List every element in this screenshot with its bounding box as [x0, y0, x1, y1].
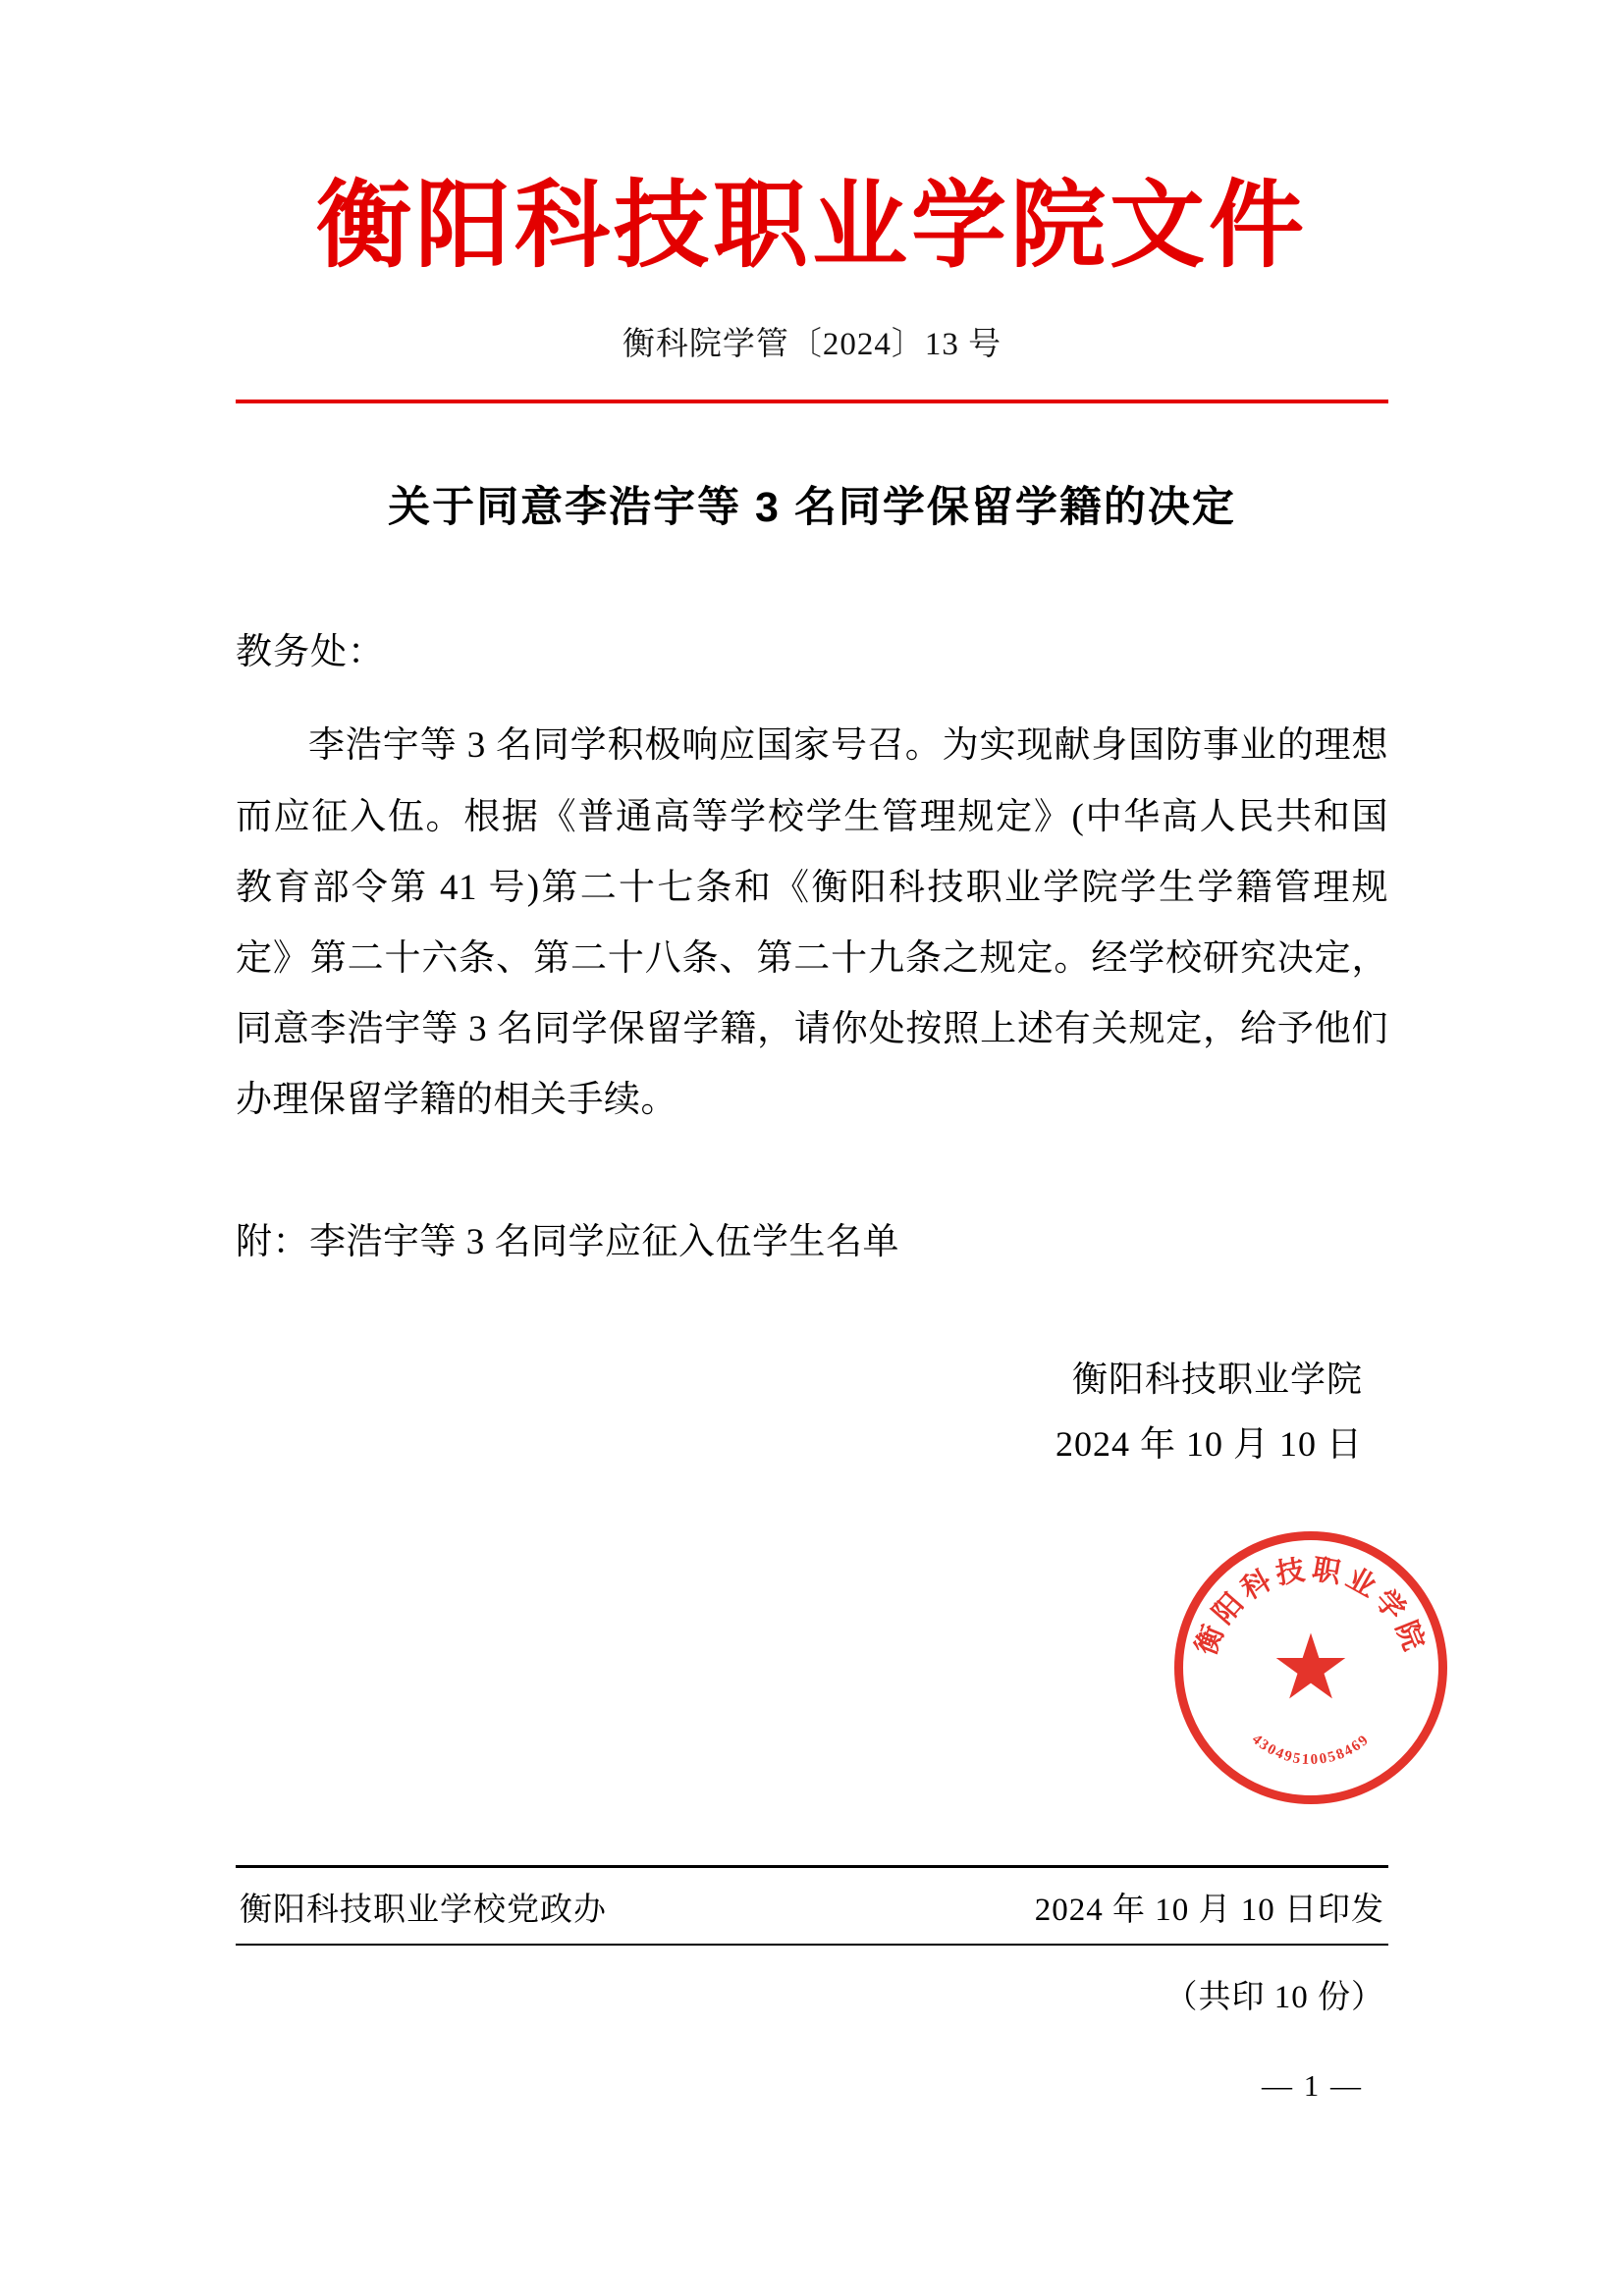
footer-row [236, 1868, 1388, 1944]
footer-print-date: 2024 年 10 月 10 日印发 [1034, 1893, 1384, 1928]
masthead-title: 衡阳科技职业学院文件 [316, 174, 1308, 279]
svg-text:43049510058469 [1249, 1732, 1373, 1768]
signature-date: 2024 年 10 月 10 日 [1055, 1424, 1363, 1465]
masthead [236, 174, 1388, 279]
document-number: 衡科院学管〔2024〕13 号 [622, 326, 1002, 362]
attachment-note: 附：李浩宇等 3 名同学应征入伍学生名单 [236, 1222, 899, 1263]
salutation: 教务处： [236, 631, 385, 672]
footer-issuer: 衡阳科技职业学校党政办 [240, 1893, 607, 1928]
body-paragraph: 李浩宇等 3 名同学积极响应国家号召。为实现献身国防事业的理想而应征入伍。根据《普通高等学校学生管理规定》(中华高人民共和国教育部令第 41 号)第二十七条和《衡阳科技职业学院学生学籍管理规定》第二十六条、第二十八条、第二十九条之规定。经学校研究决定，同意李浩宇等 3 名同学保留学籍，请你处按照上述有关规定，给予他们办理保留学籍的相关手续。 [236, 725, 1388, 1121]
signature-organization: 衡阳科技职业学院 [1071, 1359, 1363, 1399]
document-footer [236, 1865, 1388, 2104]
official-seal [1174, 1531, 1447, 1804]
footer-copies: （共印 10 份） [1164, 1980, 1384, 2015]
red-divider-rule [236, 400, 1388, 403]
page-number: — 1 — [1262, 2068, 1363, 2103]
seal-bottom-text: 43049510058469 [1248, 1731, 1374, 1769]
star-icon: ★ [1270, 1615, 1352, 1720]
page-title: 关于同意李浩宇等 3 名同学保留学籍的决定 [388, 483, 1236, 531]
seal-top-text: 衡阳科技职业学院 [1190, 1553, 1432, 1660]
svg-text:衡阳科技职业学院 [1190, 1553, 1433, 1660]
signature-block [236, 1347, 1388, 1477]
seal-arc-text [1183, 1540, 1438, 1795]
